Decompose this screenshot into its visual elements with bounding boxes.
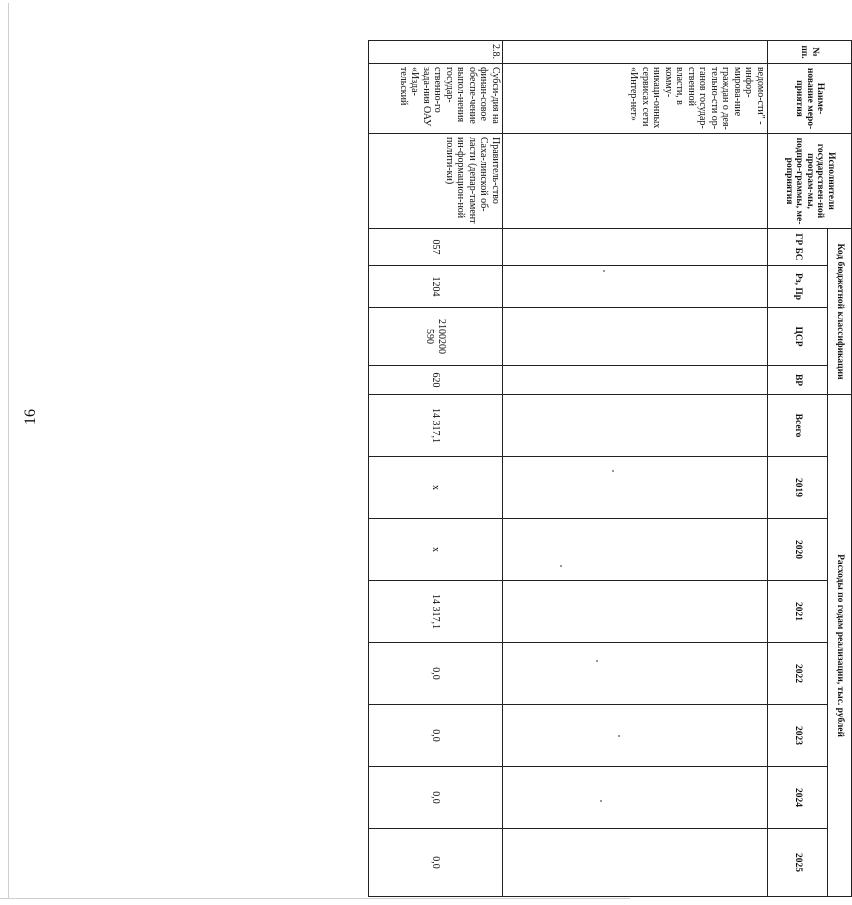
cell-rzpr: 1204	[369, 266, 503, 308]
cell-2025: 0,0	[369, 829, 503, 897]
table-row	[503, 41, 768, 897]
cell-2025	[503, 829, 768, 897]
cell-2021: 14 317,1	[369, 581, 503, 643]
cell-2021	[503, 581, 768, 643]
cell-executor	[503, 134, 768, 229]
cell-csr: 2100200 590	[369, 308, 503, 366]
scan-speck	[560, 565, 562, 567]
cell-name: ведомо-сти" - инфор-мирова-ние граждан о дея-тельно-сти ор-ганов государ-ственной власти, в комму-никаци-онных сервисах сети «Интер-нет»	[503, 64, 768, 134]
cell-2019: x	[369, 457, 503, 519]
cell-no	[503, 41, 768, 64]
scan-edge-bottom	[0, 898, 630, 899]
header-total: Всего	[768, 395, 828, 457]
rotated-table-container	[368, 40, 852, 873]
cell-2022	[503, 643, 768, 705]
header-grbs: ГР БС	[768, 229, 828, 266]
cell-2023: 0,0	[369, 705, 503, 767]
header-csr: ЦСР	[768, 308, 828, 366]
cell-2022: 0,0	[369, 643, 503, 705]
scan-speck	[596, 660, 598, 662]
cell-no: 2.8.	[369, 41, 503, 64]
cell-2020	[503, 519, 768, 581]
header-rzpr: Рз, Пр	[768, 266, 828, 308]
cell-total	[503, 395, 768, 457]
scan-speck	[603, 270, 605, 272]
cell-grbs	[503, 229, 768, 266]
scan-speck	[600, 800, 602, 802]
page-number: 16	[22, 409, 39, 425]
cell-2024	[503, 767, 768, 829]
cell-rzpr	[503, 266, 768, 308]
cell-vr	[503, 366, 768, 395]
cell-total: 14 317,1	[369, 395, 503, 457]
cell-vr: 620	[369, 366, 503, 395]
scan-edge-left	[8, 3, 9, 899]
header-year-2020: 2020	[768, 519, 828, 581]
cell-grbs: 057	[369, 229, 503, 266]
cell-name: Субси-дия на финан-совое обеспе-чение выпол-нения государ-ственно-го зада-ния ОАУ «Изда-тельский	[369, 64, 503, 134]
header-executor: Исполнители государствен-ной програм-мы, подпро-граммы, ме-роприятия	[768, 134, 852, 229]
header-year-2024: 2024	[768, 767, 828, 829]
cell-2024: 0,0	[369, 767, 503, 829]
cell-2019	[503, 457, 768, 519]
header-year-2019: 2019	[768, 457, 828, 519]
expenses-table	[368, 40, 852, 897]
cell-executor: Правитель-ство Саха-линской об-ласти (депар-тамент ин-формацион-ной полити-ки)	[369, 134, 503, 229]
header-year-2025: 2025	[768, 829, 828, 897]
cell-2023	[503, 705, 768, 767]
header-year-2021: 2021	[768, 581, 828, 643]
header-budget-code: Код бюджетной классификации	[828, 229, 852, 395]
header-year-2023: 2023	[768, 705, 828, 767]
header-name: Наиме-нование меро-приятия	[768, 64, 852, 134]
cell-csr	[503, 308, 768, 366]
table-row	[369, 41, 503, 897]
header-year-2022: 2022	[768, 643, 828, 705]
scan-speck	[618, 735, 620, 737]
cell-2020: x	[369, 519, 503, 581]
scan-speck	[612, 470, 614, 472]
header-vr: ВР	[768, 366, 828, 395]
header-expenses: Расходы по годам реализации, тыс. рублей	[828, 395, 852, 897]
header-no: № пп.	[768, 41, 852, 64]
